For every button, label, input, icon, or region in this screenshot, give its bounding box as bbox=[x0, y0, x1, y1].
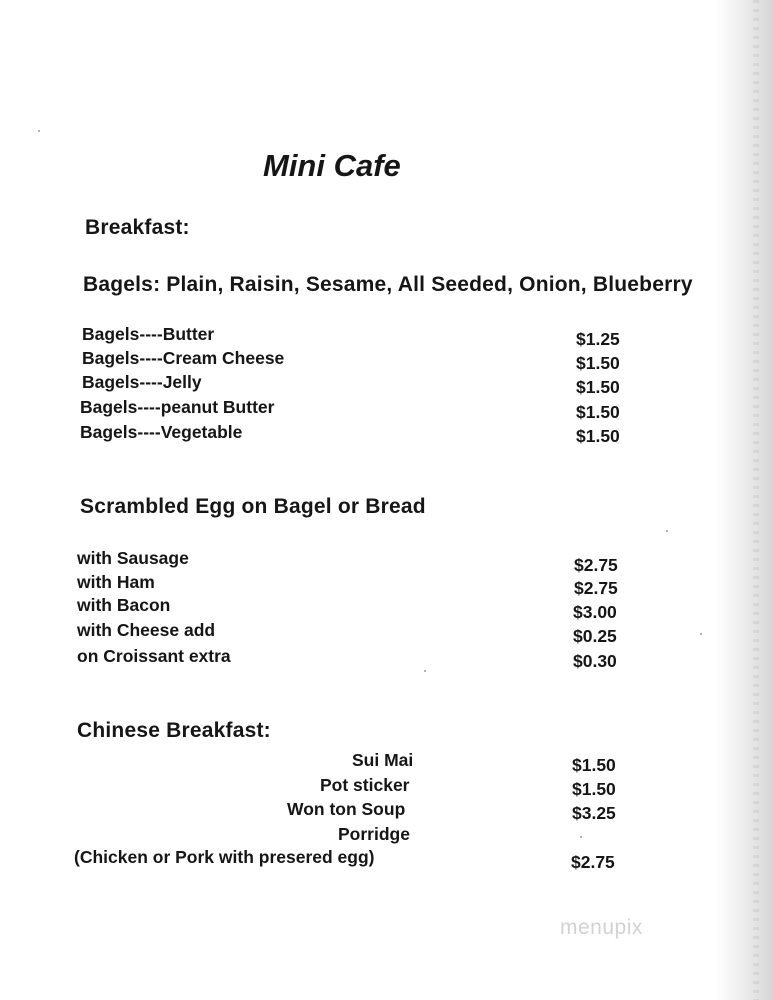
menu-item-name: Bagels----Vegetable bbox=[80, 422, 243, 442]
menu-item-price: $1.50 bbox=[572, 755, 616, 775]
menu-item-name: with Cheese add bbox=[77, 620, 216, 640]
menu-item-name: with Bacon bbox=[77, 595, 171, 615]
menu-item-price: $0.30 bbox=[573, 651, 617, 671]
scan-speck bbox=[700, 633, 702, 635]
scan-shadow-edge bbox=[715, 0, 773, 1000]
chinese-breakfast-heading: Chinese Breakfast: bbox=[77, 719, 271, 742]
menu-item-price: $3.00 bbox=[573, 602, 617, 622]
menu-item-name: on Croissant extra bbox=[77, 646, 231, 666]
breakfast-heading: Breakfast: bbox=[85, 216, 190, 239]
menu-item-name: Sui Mai bbox=[352, 750, 414, 770]
menu-item-price: $1.50 bbox=[576, 353, 620, 373]
menu-item-price: $1.25 bbox=[576, 329, 620, 349]
menu-item-name: with Ham bbox=[77, 572, 155, 592]
scrambled-egg-heading: Scrambled Egg on Bagel or Bread bbox=[80, 495, 426, 518]
menu-item-price: $2.75 bbox=[571, 852, 615, 872]
menu-item-name: Bagels----peanut Butter bbox=[80, 397, 275, 417]
menu-item-name: with Sausage bbox=[77, 548, 189, 568]
scan-speck bbox=[38, 130, 40, 132]
menu-item-price: $1.50 bbox=[572, 779, 616, 799]
menu-item-price: $1.50 bbox=[576, 426, 620, 446]
menu-item-price: $0.25 bbox=[573, 626, 617, 646]
menu-item-price: $1.50 bbox=[576, 377, 620, 397]
menu-item-name: Bagels----Cream Cheese bbox=[82, 348, 285, 368]
menu-item-price: $3.25 bbox=[572, 803, 616, 823]
scan-speck bbox=[424, 670, 426, 672]
menu-title: Mini Cafe bbox=[263, 148, 401, 183]
menu-item-name: (Chicken or Pork with presered egg) bbox=[74, 847, 375, 867]
bagel-types-heading: Bagels: Plain, Raisin, Sesame, All Seeded, Onion, Blueberry bbox=[83, 273, 693, 296]
scan-noise-edge bbox=[753, 0, 759, 1000]
menu-item-name: Pot sticker bbox=[320, 775, 410, 795]
scan-speck bbox=[666, 530, 668, 532]
menu-item-price: $2.75 bbox=[574, 555, 618, 575]
menu-item-price: $1.50 bbox=[576, 402, 620, 422]
menu-item-name: Won ton Soup bbox=[287, 799, 406, 819]
watermark-logo: menupix bbox=[560, 916, 643, 939]
menu-item-price: $2.75 bbox=[574, 578, 618, 598]
menu-item-name: Porridge bbox=[338, 824, 410, 844]
scan-speck bbox=[580, 836, 582, 838]
menu-item-name: Bagels----Butter bbox=[82, 324, 215, 344]
menu-item-name: Bagels----Jelly bbox=[82, 372, 202, 392]
